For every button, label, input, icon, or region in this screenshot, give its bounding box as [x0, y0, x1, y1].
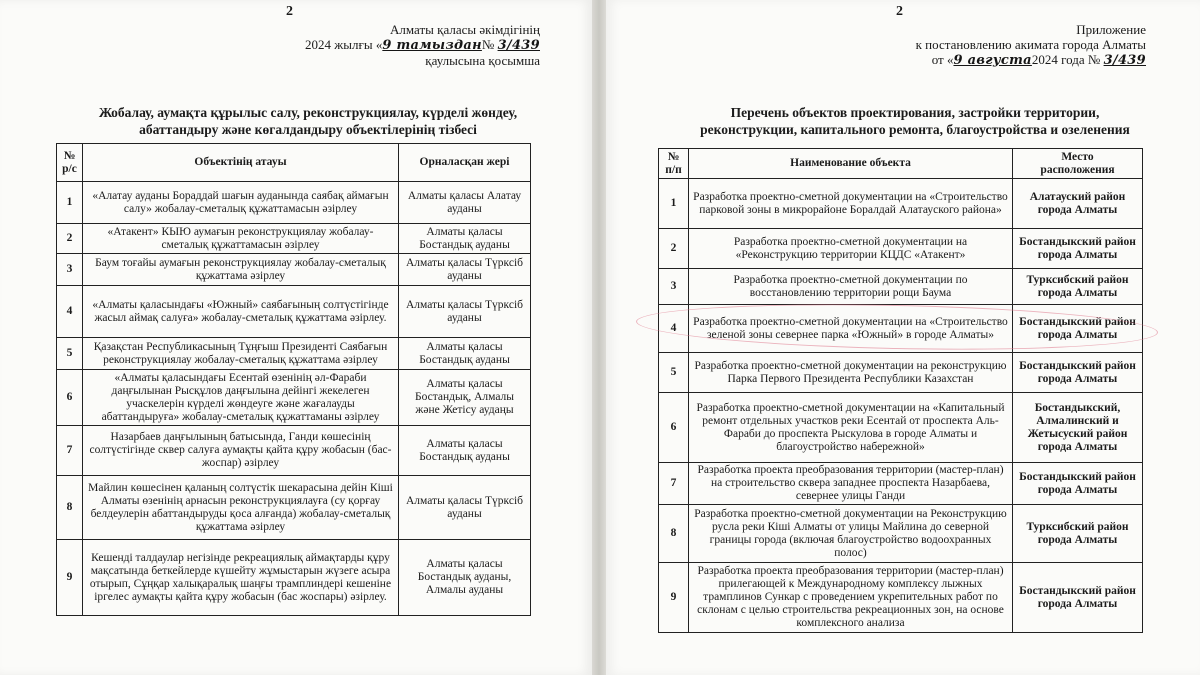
- table-row: [659, 393, 1143, 463]
- row-number: 3: [57, 254, 83, 286]
- object-location: Алматы қаласы Бостандық ауданы: [399, 338, 531, 370]
- row-number: 2: [57, 224, 83, 254]
- page-number: 2: [286, 4, 293, 19]
- object-name: Назарбаев даңғылының батысында, Ганди көшесінің солтүстігінде сквер салуға аумақты қайта құру жобасын (бас-жоспар) әзірлеу: [83, 426, 399, 476]
- row-number: 6: [57, 370, 83, 426]
- row-number: 7: [57, 426, 83, 476]
- row-number: 5: [57, 338, 83, 370]
- object-name: Разработка проекта преобразования территории (мастер-план) на строительство сквера западнее проспекта Назарбаева, севернее улицы Ганди: [689, 463, 1013, 505]
- object-location: Алматы қаласы Алатау ауданы: [399, 182, 531, 224]
- table-row: [57, 370, 531, 426]
- header-line-2: [305, 37, 540, 53]
- object-location: Алатауский район города Алматы: [1013, 179, 1143, 229]
- object-location: Алматы қаласы Түрксіб ауданы: [399, 286, 531, 338]
- table-header-row: [57, 144, 531, 182]
- handwritten-date: 9 августа: [953, 53, 1032, 68]
- handwritten-date: 9 тамыздан: [382, 38, 482, 53]
- header-year-text: 2024 года №: [1031, 52, 1101, 67]
- row-number: 6: [659, 393, 689, 463]
- table-row: [57, 426, 531, 476]
- column-header-number: № р/с: [57, 144, 83, 182]
- object-name: Разработка проектно-сметной документации на «Строительство парковой зоны в микрорайоне Боралдай Алатауского района»: [689, 179, 1013, 229]
- object-location: Алматы қаласы Түрксіб ауданы: [399, 476, 531, 540]
- object-name: Разработка проектно-сметной документации на «Капитальный ремонт отдельных участков реки Есентай от проспекта Аль-Фараби до проспекта Рыскулова в городе Алматы и благоустройство набережной»: [689, 393, 1013, 463]
- title-line-1: Перечень объектов проектирования, застройки территории,: [730, 105, 1100, 120]
- object-location: Алматы қаласы Бостандық, Алмалы және Жетісу аудаңы: [399, 370, 531, 426]
- row-number: 9: [57, 540, 83, 616]
- table-row: [57, 182, 531, 224]
- table-header-row: [659, 149, 1143, 179]
- header-year-text: 2024 жылғы «: [305, 37, 383, 52]
- row-number: 1: [659, 179, 689, 229]
- column-header-name: Объектінің атауы: [83, 144, 399, 182]
- document-header: [305, 22, 540, 68]
- header-number-sign: №: [481, 37, 495, 52]
- objects-table: [658, 148, 1143, 633]
- object-name: Разработка проектно-сметной документации по восстановлению территории рощи Баума: [689, 269, 1013, 305]
- title-line-2: реконструкции, капитального ремонта, благоустройства и озеленения: [700, 122, 1130, 137]
- object-name: Разработка проектно-сметной документации на реконструкцию Парка Первого Президента Республики Казахстан: [689, 353, 1013, 393]
- table-row: [57, 540, 531, 616]
- row-number: 2: [659, 229, 689, 269]
- object-name: «Алматы қаласындағы «Южный» саябағының солтүстігінде жасыл аймақ салуға» жобалау-сметалық құжаттама әзірлеу.: [83, 286, 399, 338]
- column-header-location: Место расположения: [1013, 149, 1143, 179]
- object-name: Кешенді талдаулар негізінде рекреациялық аймақтарды құру мақсатында беткейлерде күшейту жұмыстарын жүзеге асыра отырып, Сұңқар халықаралық шаңғы трамплиндері кешеніне іргелес аумақты қайта құру жобасын (бас жоспары) әзірлеу.: [83, 540, 399, 616]
- object-location: Бостандыкский район города Алматы: [1013, 229, 1143, 269]
- header-line-1: Алматы қаласы әкімдігінің: [390, 22, 540, 37]
- table-row: [659, 463, 1143, 505]
- row-number: 4: [57, 286, 83, 338]
- table-row: [57, 254, 531, 286]
- table-row: [659, 179, 1143, 229]
- object-name: Баум тоғайы аумағын реконструкциялау жобалау-сметалық құжаттама әзірлеу: [83, 254, 399, 286]
- row-number: 5: [659, 353, 689, 393]
- object-name: «Алатау ауданы Бораддай шағын ауданында саябақ аймағын салу» жобалау-сметалық құжаттамасын әзірлеу: [83, 182, 399, 224]
- object-location: Бостандыкский район города Алматы: [1013, 463, 1143, 505]
- header-line-3: [916, 52, 1146, 68]
- table-row: [57, 476, 531, 540]
- header-from-text: от «: [931, 52, 954, 67]
- object-name: «Алматы қаласындағы Есентай өзенінің әл-Фараби даңғылынан Рысқұлов даңғылына дейінгі жекелеген учаскелерін күрделі жөндеуге және жағалауды абаттандыруға» жобалау-сметалық құжаттаманы әзірлеу: [83, 370, 399, 426]
- page-number: 2: [896, 4, 903, 19]
- column-header-location: Орналасқан жері: [399, 144, 531, 182]
- document-page-kazakh: [0, 0, 592, 675]
- column-header-name: Наименование объекта: [689, 149, 1013, 179]
- object-location: Бостандыкский район города Алматы: [1013, 563, 1143, 633]
- column-header-number: № п/п: [659, 149, 689, 179]
- table-row: [57, 338, 531, 370]
- table-row: [57, 224, 531, 254]
- object-location: Алматы қаласы Бостандық ауданы: [399, 426, 531, 476]
- object-location: Бостандыкский, Алмалинский и Жетысуский район города Алматы: [1013, 393, 1143, 463]
- row-number: 8: [659, 505, 689, 563]
- object-location: Турксибский район города Алматы: [1013, 505, 1143, 563]
- objects-table: [56, 143, 531, 616]
- object-name: Разработка проектно-сметной документации на «Реконструкцию территории КЦДС «Атакент»: [689, 229, 1013, 269]
- object-location: Алматы қаласы Бостандық ауданы: [399, 224, 531, 254]
- handwritten-number: 3/439: [497, 38, 540, 53]
- title-line-1: Жобалау, аумақта құрылыс салу, реконструкциялау, күрделі жөндеу,: [98, 105, 518, 120]
- row-number: 1: [57, 182, 83, 224]
- row-number: 4: [659, 305, 689, 353]
- object-name: «Атакент» КЫЮ аумағын реконструкциялау жобалау-сметалық құжаттамасын әзірлеу: [83, 224, 399, 254]
- table-row: [659, 353, 1143, 393]
- table-row: [659, 563, 1143, 633]
- row-number: 3: [659, 269, 689, 305]
- header-line-1: Приложение: [1076, 22, 1146, 37]
- row-number: 7: [659, 463, 689, 505]
- object-name: Разработка проекта преобразования территории (мастер-план) прилегающей к Международному комплексу лыжных трамплинов Сункар с проведением укрепительных работ по склонам с целью строительства рекреационных зон, на основе комплексного анализа: [689, 563, 1013, 633]
- object-name: Разработка проектно-сметной документации на «Строительство зеленой зоны севернее парка «Южный» в городе Алматы»: [689, 305, 1013, 353]
- object-name: Разработка проектно-сметной документации на Реконструкцию русла реки Кіші Алматы от улицы Майлина до северной границы города (включая благоустройство водоохранных полос): [689, 505, 1013, 563]
- document-title: [40, 104, 576, 138]
- row-number: 8: [57, 476, 83, 540]
- header-line-2: к постановлению акимата города Алматы: [915, 37, 1146, 52]
- object-location: Бостандыкский район города Алматы: [1013, 353, 1143, 393]
- object-location: Бостандыкский район города Алматы: [1013, 305, 1143, 353]
- table-row: [659, 505, 1143, 563]
- table-row: [659, 229, 1143, 269]
- object-location: Турксибский район города Алматы: [1013, 269, 1143, 305]
- handwritten-number: 3/439: [1103, 53, 1146, 68]
- document-title: [650, 104, 1180, 138]
- title-line-2: абаттандыру және көгалдандыру объектілерінің тізбесі: [139, 122, 477, 137]
- object-name: Майлин көшесінен қаланың солтүстік шекарасына дейін Кіші Алматы өзенінің арнасын реконструкциялауға (су қорғау белдеулерін абаттандыруды қоса алғанда) жобалау-сметалық құжаттама әзірлеу: [83, 476, 399, 540]
- object-location: Алматы қаласы Бостандық ауданы, Алмалы ауданы: [399, 540, 531, 616]
- table-row: [659, 269, 1143, 305]
- object-location: Алматы қаласы Түрксіб ауданы: [399, 254, 531, 286]
- table-row: [57, 286, 531, 338]
- document-header: [916, 22, 1146, 68]
- object-name: Қазақстан Республикасының Тұңғыш Президенті Саябағын реконструкциялау жобалау-сметалық құжаттама әзірлеу: [83, 338, 399, 370]
- header-line-3: қаулысына қосымша: [425, 53, 540, 68]
- book-gutter: [592, 0, 606, 675]
- row-number: 9: [659, 563, 689, 633]
